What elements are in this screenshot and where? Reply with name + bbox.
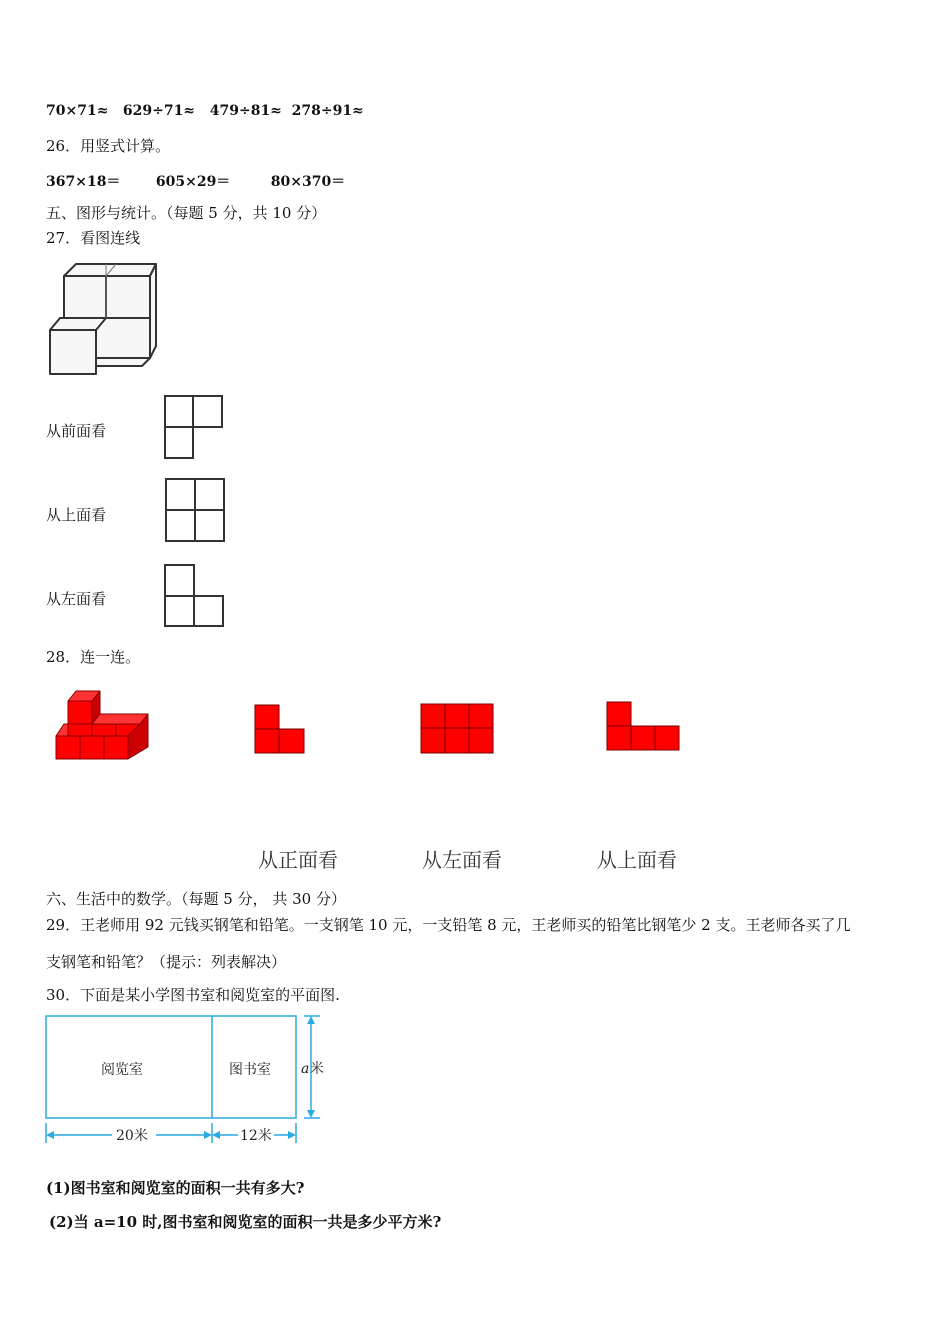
solid-figure-drawing — [46, 262, 156, 377]
view-shape-top — [165, 478, 227, 544]
question-30-sub2: (2)当 a=10 时,图书室和阅览室的面积一共是多少平方米? — [49, 1213, 442, 1231]
view-shape-front — [164, 395, 224, 461]
calc-item: 605×29＝ — [155, 174, 231, 190]
room-label-reading: 阅览室 — [101, 1062, 143, 1078]
question-28-title: 28．连一连。 — [46, 648, 141, 666]
red-view-shape-2 — [420, 703, 494, 754]
estimate-item: 278÷91≈ — [291, 103, 364, 119]
height-unit: 米 — [310, 1061, 324, 1077]
question-26-title: 26．用竖式计算。 — [46, 137, 171, 155]
view-shape-left — [164, 564, 226, 628]
calc-item: 367×18＝ — [46, 174, 121, 190]
view-label-left: 从左面看 — [46, 590, 107, 608]
estimate-item: 70×71≈ — [46, 103, 109, 119]
question-27-title: 27．看图连线 — [46, 229, 141, 247]
label-left-view: 从左面看 — [422, 848, 502, 872]
red-view-shape-1 — [254, 704, 306, 754]
red-view-shape-3 — [606, 701, 680, 751]
width-right-label: 12米 — [240, 1128, 272, 1144]
estimate-row — [46, 103, 364, 119]
red-cube-solid — [54, 689, 149, 761]
floor-plan-diagram — [40, 1010, 340, 1152]
question-30-sub1: (1)图书室和阅览室的面积一共有多大? — [46, 1179, 305, 1197]
section-5-heading: 五、图形与统计。（每题 5 分，共 10 分） — [46, 204, 327, 222]
view-label-top: 从上面看 — [46, 506, 107, 524]
label-front-view: 从正面看 — [258, 848, 338, 872]
estimate-item: 629÷71≈ — [122, 103, 196, 119]
question-29-line2: 支钢笔和铅笔？（提示：列表解决） — [46, 953, 287, 971]
question-29-line1: 29．王老师用 92 元钱买钢笔和铅笔。一支钢笔 10 元，一支铅笔 8 元，王老师买的铅笔比钢笔少 2 支。王老师各买了几 — [46, 916, 851, 934]
label-top-view: 从上面看 — [597, 848, 677, 872]
room-label-library: 图书室 — [229, 1062, 271, 1078]
section-6-heading: 六、生活中的数学。（每题 5 分， 共 30 分） — [46, 890, 346, 908]
estimate-item: 479÷81≈ — [209, 103, 282, 119]
calc-item: 80×370＝ — [270, 174, 346, 190]
height-variable: a — [301, 1061, 310, 1077]
question-30-title: 30．下面是某小学图书室和阅览室的平面图. — [46, 986, 340, 1004]
view-label-front: 从前面看 — [46, 422, 107, 440]
vertical-calc-row — [46, 171, 345, 191]
width-left-label: 20米 — [116, 1128, 148, 1144]
q28-view-labels — [0, 840, 950, 880]
